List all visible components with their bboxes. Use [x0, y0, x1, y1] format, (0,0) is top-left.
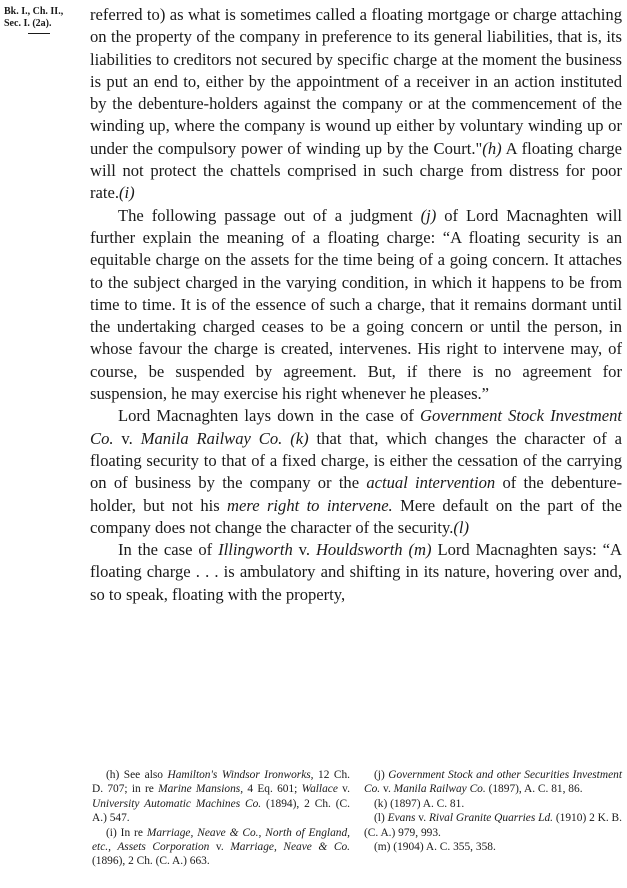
margin-note-book-chapter: Bk. I., Ch. II., — [4, 6, 64, 17]
footnote-reference: (j) — [420, 205, 437, 225]
text-run: (1894), 2 Ch. (C. A.) 547. — [92, 797, 350, 825]
footnote-reference: (h) — [482, 138, 502, 158]
text-run: (h) See also — [106, 769, 168, 781]
footnote-reference: (l) — [453, 517, 470, 537]
text-run: v. — [415, 812, 429, 825]
italic-text: Government Stock and other Securities Investment Co. — [364, 769, 622, 796]
footnote-k — [364, 797, 622, 811]
text-run: Lord Macnaghten lays down in the case of — [118, 406, 421, 426]
italic-text: Wallace — [301, 783, 338, 796]
text-run: v. — [337, 783, 350, 796]
paragraph-government-stock-case — [90, 405, 622, 539]
text-run: 4 Eq. 601; — [243, 783, 302, 796]
footnotes-right-column — [364, 768, 622, 869]
text-run: (m) (1904) A. C. 355, 358. — [374, 841, 496, 854]
paragraph-illingworth-case — [90, 539, 622, 606]
italic-text: Manila Railway Co. — [393, 783, 486, 796]
italic-text: Marriage, Neave & Co., North of England, etc., Assets Corporation — [92, 826, 350, 854]
text-run: referred to) as what is sometimes called a floating mortgage or charge attaching on the property of the company in preference to its general liabilities, that is, its liabilities to creditors not secured by specific charge at the moment the business is put an end to, either by the appointment of a receiver in an action instituted by the debenture-holders against the company or at the commencement of the winding up, where the company is wound up either by voluntary winding up or under the compulsory power of winding up by the Court." — [90, 5, 622, 158]
text-run: v. — [209, 841, 231, 854]
footnotes — [92, 768, 622, 869]
text-run: (i) In re — [106, 826, 147, 839]
text-run: v. — [113, 428, 141, 448]
text-run: (1910) 2 K. B. (C. A.) 979, 993. — [364, 812, 623, 839]
footnote-i — [92, 826, 350, 869]
footnote-reference: (k) — [290, 428, 309, 448]
footnote-m — [364, 840, 622, 854]
text-run: Lord Macnaghten says: “A floating charge . . . is ambulatory and shifting in its nature, hovering over and, so to speak, floating with the property, — [90, 540, 622, 604]
text-run: (1897), A. C. 81, 86. — [485, 783, 583, 796]
body-text — [90, 4, 622, 606]
text-run: (k) (1897) A. C. 81. — [374, 797, 465, 810]
italic-text: Illingworth — [218, 540, 293, 560]
italic-text: Manila Railway Co. — [140, 428, 283, 448]
text-run: (1896), 2 Ch. (C. A.) 663. — [92, 855, 210, 868]
footnote-j — [364, 768, 622, 797]
paragraph-macnaghten-judgment — [90, 205, 622, 406]
italic-text: Rival Granite Quarries Ld. — [428, 812, 554, 825]
text-run: that that, which changes the character of a floating security to that of a fixed charge, is either the cessation of the carrying on of business by the company or the — [90, 428, 622, 493]
footnotes-left-column — [92, 768, 350, 869]
margin-note — [4, 6, 88, 34]
footnote-h — [92, 768, 350, 826]
footnote-l — [364, 811, 622, 840]
italic-text: Marine Mansions, — [158, 783, 244, 796]
text-run: v. — [292, 540, 316, 560]
text-run: v. — [380, 783, 394, 796]
text-run: of the debenture-holder, but not his — [90, 473, 622, 515]
italic-text: mere right to intervene. — [227, 495, 393, 515]
margin-note-section: Sec. I. (2a). — [4, 18, 52, 29]
text-run: (l) — [374, 812, 388, 825]
italic-text: Evans — [387, 812, 416, 825]
italic-text: Marriage, Neave & Co. — [230, 841, 351, 854]
text-run: In the case of — [118, 540, 219, 560]
text-run: of Lord Macnaghten will further explain the meaning of a floating charge: “A floating security is an equitable charge on the assets for the time being of a going concern. It attaches to the subject charged in the varying condition, in which it happens to be from time to time. It is of the essence of such a charge, that it remains dormant until the undertaking charged ceases to be a going concern or until the person, in whose favour the charge is created, intervenes. His right to intervene may, of course, be suspended by agreement. But, if there is no agreement for suspension, he may exercise his right whenever he pleases.” — [90, 205, 623, 404]
italic-text: Government Stock Investment Co. — [90, 406, 622, 448]
text-run: (j) — [374, 769, 389, 781]
text-run: 12 Ch. D. 707; in re — [92, 769, 350, 796]
italic-text: University Automatic Machines Co. — [92, 797, 262, 810]
footnote-reference: (m) — [408, 540, 432, 560]
italic-text: actual intervention — [366, 473, 496, 493]
text-run: Mere default on the part of the company does not change the character of the security. — [90, 495, 622, 537]
italic-text: Hamilton's Windsor Ironworks, — [167, 769, 314, 781]
paragraph-continuation — [90, 4, 622, 205]
margin-note-rule — [28, 33, 50, 34]
footnote-reference: (i) — [119, 183, 135, 203]
italic-text: Houldsworth — [315, 540, 403, 560]
text-run: A floating charge will not protect the chattels comprised in such charge from distress for poor rate. — [90, 138, 623, 203]
text-run: The following passage out of a judgment — [118, 205, 421, 225]
